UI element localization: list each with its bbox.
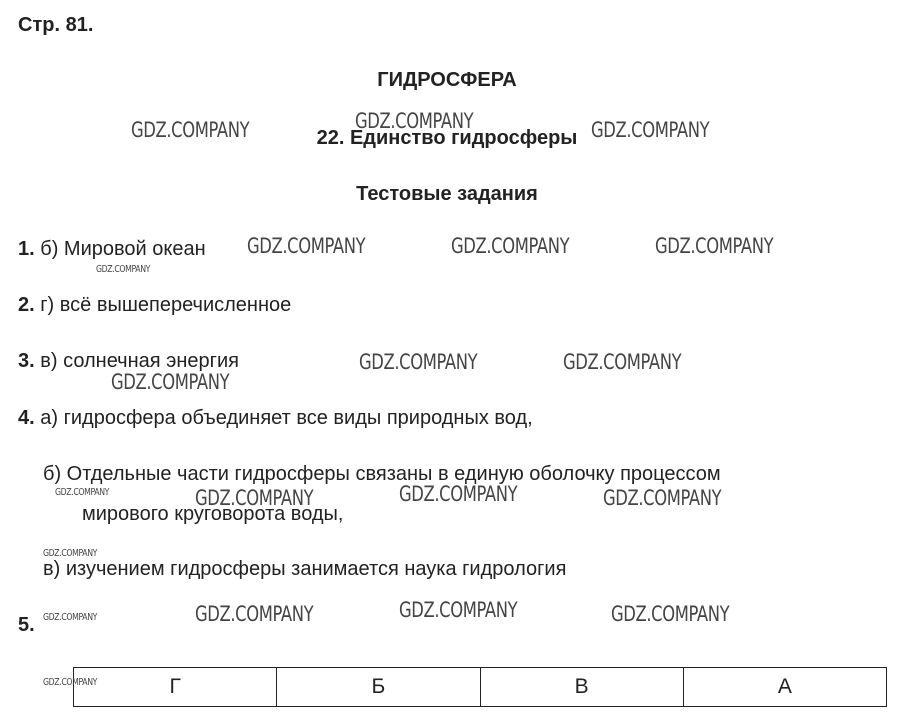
answer-1 [18, 238, 206, 261]
watermark: GDZ.COMPANY [355, 109, 474, 133]
answer-4 [18, 407, 533, 430]
answer-number: 3. [18, 350, 35, 372]
watermark: GDZ.COMPANY [96, 264, 151, 275]
answer-5-table [73, 667, 887, 707]
answer-number: 2. [18, 294, 35, 316]
page-number: Стр. 81. [18, 14, 94, 36]
answer-number: 1. [18, 238, 35, 260]
answer-text: г) всё вышеперечисленное [40, 294, 292, 316]
watermark: GDZ.COMPANY [399, 598, 518, 622]
table-cell: Б [277, 668, 480, 707]
answer-5-number: 5. [18, 614, 35, 636]
watermark: GDZ.COMPANY [131, 118, 250, 142]
watermark: GDZ.COMPANY [195, 486, 314, 510]
watermark: GDZ.COMPANY [359, 350, 478, 374]
watermark: GDZ.COMPANY [591, 118, 710, 142]
answer-4-c: в) изучением гидросферы занимается наука гидрология [43, 558, 567, 580]
watermark: GDZ.COMPANY [451, 234, 570, 258]
section-title: ГИДРОСФЕРА [377, 69, 517, 91]
table-row [74, 668, 887, 707]
paragraph-title: 22. Единство гидросферы [316, 127, 578, 149]
watermark: GDZ.COMPANY [111, 370, 230, 394]
watermark: GDZ.COMPANY [43, 677, 98, 688]
answer-text: б) Мировой океан [40, 238, 206, 260]
watermark: GDZ.COMPANY [655, 234, 774, 258]
watermark: GDZ.COMPANY [247, 234, 366, 258]
answer-text: а) гидросфера объединяет все виды природных вод, [40, 407, 533, 429]
watermark: GDZ.COMPANY [611, 602, 730, 626]
watermark: GDZ.COMPANY [195, 602, 314, 626]
answer-4-b-line1: б) Отдельные части гидросферы связаны в единую оболочку процессом [43, 463, 721, 485]
watermark: GDZ.COMPANY [55, 487, 110, 498]
answer-number: 4. [18, 407, 35, 429]
watermark: GDZ.COMPANY [43, 612, 98, 623]
watermark: GDZ.COMPANY [563, 350, 682, 374]
table-cell: В [480, 668, 683, 707]
answer-2 [18, 294, 291, 317]
watermark: GDZ.COMPANY [603, 486, 722, 510]
table-cell: А [683, 668, 886, 707]
watermark: GDZ.COMPANY [399, 482, 518, 506]
table-cell: Г [74, 668, 277, 707]
watermark: GDZ.COMPANY [43, 548, 98, 559]
answer-text: в) солнечная энергия [40, 350, 239, 372]
tasks-heading: Тестовые задания [356, 183, 538, 205]
answer-4-b-line2: мирового круговорота воды, [82, 503, 344, 525]
